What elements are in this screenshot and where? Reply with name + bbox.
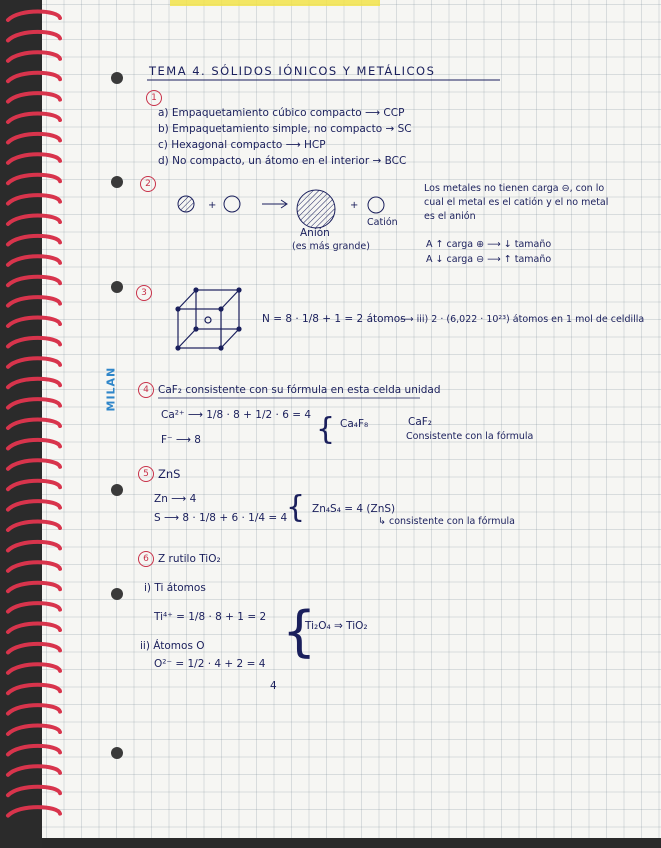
note-line: es el anión — [424, 211, 476, 222]
equation-line: S ⟶ 8 · 1/8 + 6 · 1/4 = 4 — [154, 512, 288, 524]
section-heading: Z rutilo TiO₂ — [158, 553, 221, 565]
note-line: cual el metal es el catión y el no metal — [424, 197, 609, 208]
section-number: 6 — [138, 551, 154, 567]
anion-note: (es más grande) — [292, 241, 370, 252]
result-formula: Ca₄F₈ — [340, 418, 369, 430]
page-title: TEMA 4. SÓLIDOS IÓNICOS Y METÁLICOS — [149, 64, 436, 78]
equation-line: O²⁻ = 1/2 · 4 + 2 = 4 — [154, 658, 266, 670]
svg-text:+: + — [350, 200, 359, 211]
list-item: b) Empaquetamiento simple, no compacto → SC — [158, 123, 412, 135]
brace: { — [282, 600, 317, 663]
section-heading: CaF₂ consistente con su fórmula en esta celda unidad — [158, 384, 441, 396]
rule-line: A ↓ carga ⊖ ⟶ ↑ tamaño — [426, 254, 552, 265]
consistency-note: ↳ consistente con la fórmula — [378, 516, 515, 527]
section-heading: ZnS — [158, 467, 181, 481]
equation-line: Zn ⟶ 4 — [154, 493, 197, 505]
rule-line: A ↑ carga ⊕ ⟶ ↓ tamaño — [426, 239, 552, 250]
equation-line: Ca²⁺ ⟶ 1/8 · 8 + 1/2 · 6 = 4 — [161, 409, 312, 421]
brace: { — [286, 490, 306, 525]
subheading: i) Ti átomos — [144, 582, 206, 594]
section-number: 2 — [140, 176, 156, 192]
section-number: 1 — [146, 90, 162, 106]
result-formula: Zn₄S₄ = 4 (ZnS) — [312, 503, 396, 515]
list-item: d) No compacto, un átomo en el interior → BCC — [158, 155, 407, 167]
mole-statement: ⟶ iii) 2 · (6,022 · 10²³) átomos en 1 mol de celdilla — [400, 314, 645, 325]
subheading: ii) Átomos O — [140, 640, 205, 652]
section-number: 5 — [138, 466, 154, 482]
equation-line: Ti⁴⁺ = 1/8 · 8 + 1 = 2 — [154, 611, 267, 623]
atom-count-formula: N = 8 · 1/8 + 1 = 2 átomos — [262, 313, 406, 325]
note-line: Los metales no tienen carga ⊖, con lo — [424, 183, 605, 194]
stray-mark: 4 — [270, 680, 277, 692]
brace: { — [316, 412, 336, 447]
equation-line: F⁻ ⟶ 8 — [161, 434, 201, 446]
anion-label: Anión — [300, 227, 330, 239]
result-formula: CaF₂ — [408, 416, 433, 428]
svg-text:+: + — [208, 200, 217, 211]
section-number: 3 — [136, 285, 152, 301]
result-formula: Ti₂O₄ ⇒ TiO₂ — [305, 620, 368, 632]
section-number: 4 — [138, 382, 154, 398]
list-item: a) Empaquetamiento cúbico compacto ⟶ CCP — [158, 107, 405, 119]
list-item: c) Hexagonal compacto ⟶ HCP — [158, 139, 326, 151]
cation-label: Catión — [367, 217, 398, 228]
consistency-note: Consistente con la fórmula — [406, 431, 534, 442]
